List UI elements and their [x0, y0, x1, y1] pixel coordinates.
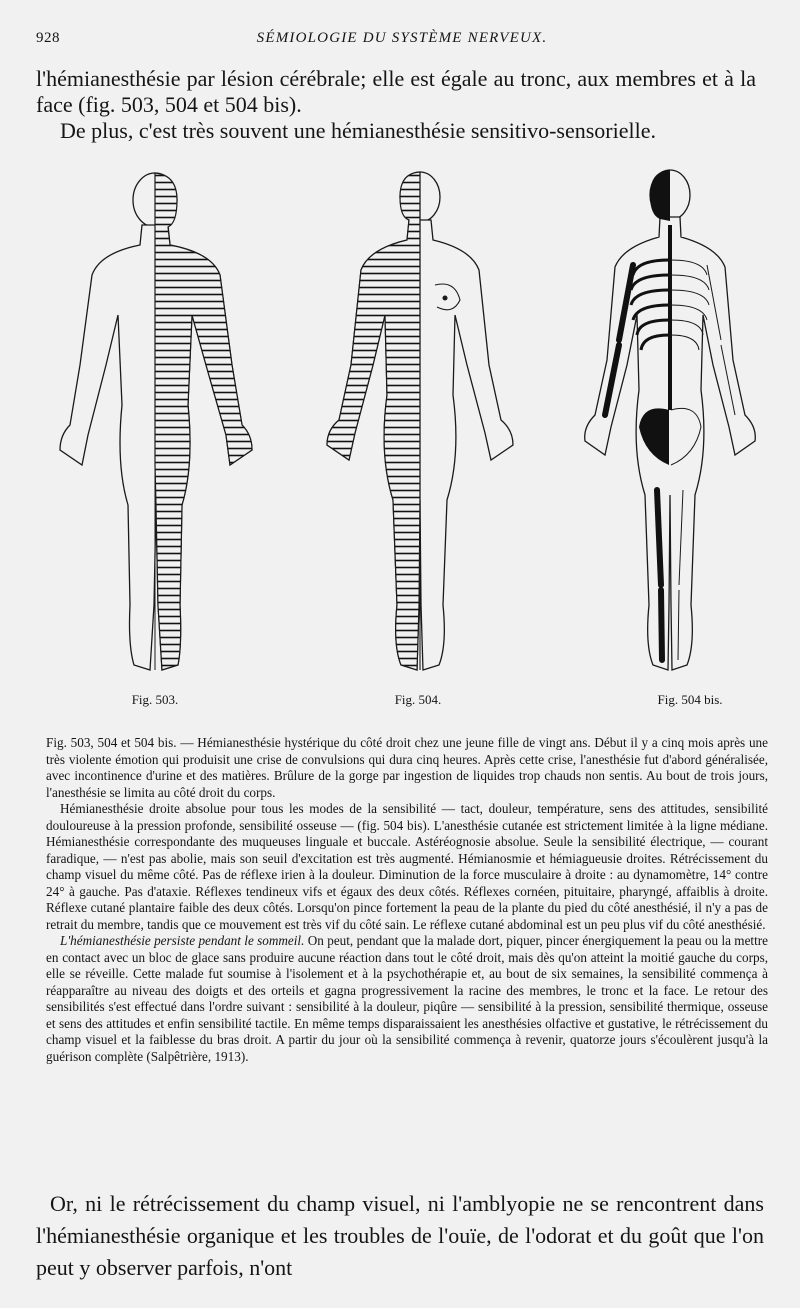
- legend-italic-phrase: L'hémianesthésie persiste pendant le sommeil.: [60, 933, 305, 948]
- lead-paragraph: [36, 66, 756, 144]
- page-number: 928: [36, 30, 60, 46]
- figure-504bis-caption: Fig. 504 bis.: [657, 692, 723, 707]
- lead-text-2: De plus, c'est très souvent une hémianesthésie sensitivo-sensorielle.: [60, 118, 656, 143]
- legend-paragraph-1: Fig. 503, 504 et 504 bis. — Hémianesthésie hystérique du côté droit chez une jeune fille de vingt ans. Début il y a cinq mois après une très violente émotion qui produisit une crise de convulsions qui dura cinq heures. Après cette crise, l'anesthésie fut d'abord généralisée, avec incontinence d'urine et des matières. Brûlure de la gorge par ingestion de liquides trop chauds non sentis. Au bout de trois jours, l'anesthésie se limita au côté droit du corps.: [46, 735, 768, 800]
- figure-504-caption: Fig. 504.: [394, 692, 442, 707]
- running-header: [36, 30, 768, 52]
- running-title: SÉMIOLOGIE DU SYSTÈME NERVEUX.: [256, 30, 548, 46]
- legend-paragraph-3-text: On peut, pendant que la malade dort, piquer, pincer énergiquement la peau ou la mettre en contact avec un bloc de glace sans produire aucune réaction dans tout le côté droit, mais dès qu'on atteint la moitié gauche du corps, elle se réveille. Cette malade fut soumise à l'isolement et à la psychothérapie et, au bout de six semaines, la sensibilité commença à réapparaître au niveau des doigts et des orteils et gagna progressivement la racine des membres, le tronc et la face. Le retour des sensibilités s'est effectué dans l'ordre suivant : sensibilité à la douleur, piqûre — sensibilité à la pression, sensibilité thermique, osseuse et sens des attitudes et enfin sensibilité tactile. En même temps disparaissaient les anesthésies olfactive et gustative, le rétrécissement du champ visuel et la faiblesse du bras droit. A partir du jour où la sensibilité commença à revenir, quatorze jours s'écoulèrent jusqu'à la guérison complète (Salpêtrière, 1913).: [46, 933, 768, 1064]
- figures-row: [20, 165, 780, 710]
- figure-503-caption: Fig. 503.: [131, 692, 179, 707]
- figure-legend: [46, 735, 768, 1065]
- figure-504bis-skeleton: [565, 165, 775, 675]
- closing-paragraph: [36, 1188, 764, 1284]
- legend-paragraph-2: Hémianesthésie droite absolue pour tous les modes de la sensibilité — tact, douleur, température, sens des attitudes, sensibilité douloureuse à la pression profonde, sensibilité osseuse — (fig. 504 bis). L'anesthésie cutanée est strictement limitée à la ligne médiane. Hémianesthésie correspondante des muqueuses linguale et buccale. Astéréognosie absolue. Seule la sensibilité électrique, — courant faradique, — n'est pas abolie, mais son seuil d'excitation est très augmenté. Hémianosmie et hémiagueusie droites. Rétrécissement du champ visuel du même côté. Pas de réflexe irien à la douleur. Diminution de la force musculaire à droite : au dynamomètre, 14° contre 24° à gauche. Pas d'ataxie. Réflexes tendineux vifs et égaux des deux côtés. Réflexes cornéen, pituitaire, pharyngé, affaiblis à droite. Réflexe cutané plantaire faible des deux côtés. Lorsqu'on pince fortement la peau de la plante du pied du côté anesthésié, il n'y a pas de retrait du membre, tandis que ce mouvement est très vif du côté sain. Le réflexe cutané abdominal est un peu plus vif du côté anesthésié.: [46, 801, 768, 932]
- figure-504-front-view: [305, 165, 525, 675]
- lead-text-1: l'hémianesthésie par lésion cérébrale; elle est égale au tronc, aux membres et à la face (fig. 503, 504 et 504 bis).: [36, 66, 756, 117]
- legend-paragraph-3: [46, 933, 768, 1065]
- figure-503-back-view: [30, 165, 270, 675]
- closing-text: Or, ni le rétrécissement du champ visuel, ni l'amblyopie ne se rencontrent dans l'hémianesthésie organique et les troubles de l'ouïe, de l'odorat et du goût que l'on peut y observer parfois, n'ont: [36, 1191, 764, 1280]
